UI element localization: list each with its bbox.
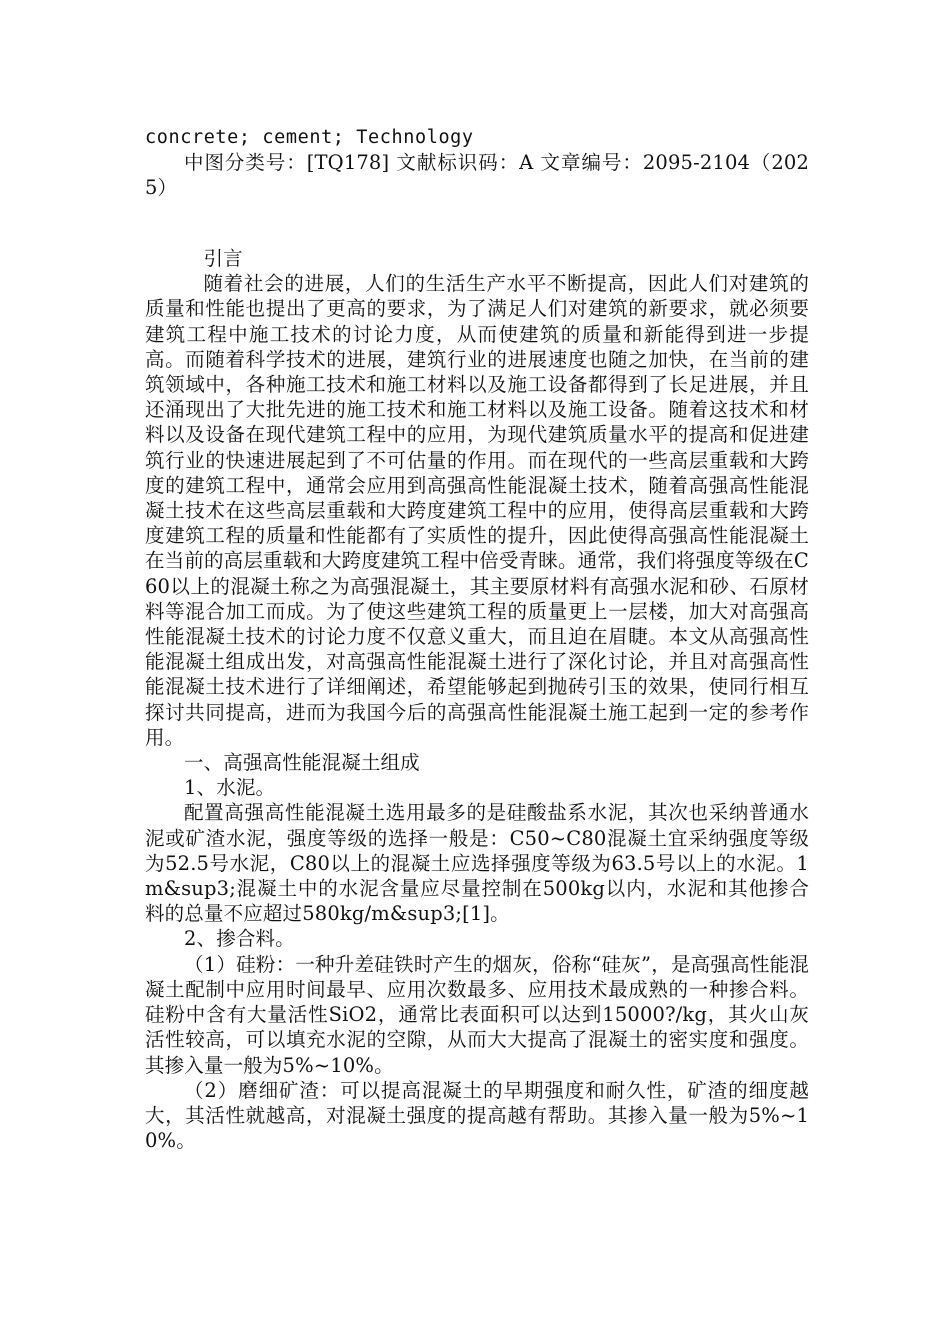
silica-fume-paragraph: （1）硅粉：一种升差硅铁时产生的烟灰，俗称“硅灰”，是高强高性能混凝土配制中应用时间最早、应用次数最多、应用技术最成熟的一种掺合料。硅粉中含有大量活性SiO2，通常比表面积可以达到15000?/kg，其火山灰活性较高，可以填充水泥的空隙，从而大大提高了混凝土的密实度和强度。其掺入量一般为5%~10%。 bbox=[145, 952, 809, 1077]
intro-heading: 引言 bbox=[203, 247, 243, 270]
intro-paragraph: 随着社会的进展，人们的生活生产水平不断提高，因此人们对建筑的质量和性能也提出了更高的要求，为了满足人们对建筑的新要求，就必须要建筑工程中施工技术的讨论力度，从而使建筑的质量和新能得到进一步提高。而随着科学技术的进展，建筑行业的进展速度也随之加快，在当前的建筑领域中，各种施工技术和施工材料以及施工设备都得到了长足进展，并且还涌现出了大批先进的施工技术和施工材料以及施工设备。随着这技术和材料以及设备在现代建筑工程中的应用，为现代建筑质量水平的提高和促进建筑行业的快速进展起到了不可估量的作用。而在现代的一些高层重载和大跨度的建筑工程中，通常会应用到高强高性能混凝土技术，随着高强高性能混凝土技术在这些高层重载和大跨度建筑工程中的应用，使得高层重载和大跨度建筑工程的质量和性能都有了实质性的提升，因此使得高强高性能混凝土在当前的高层重载和大跨度建筑工程中倍受青睐。通常，我们将强度等级在C60以上的混凝土称之为高强混凝土，其主要原材料有高强水泥和砂、石原材料等混合加工而成。为了使这些建筑工程的质量更上一层楼，加大对高强高性能混凝土技术的讨论力度不仅意义重大，而且迫在眉睫。本文从高强高性能混凝土组成出发，对高强高性能混凝土进行了深化讨论，并且对高强高性能混凝土技术进行了详细阐述，希望能够起到抛砖引玉的效果，使同行相互探讨共同提高，进而为我国今后的高强高性能混凝土施工起到一定的参考作用。 bbox=[145, 272, 809, 749]
slag-paragraph: （2）磨细矿渣：可以提高混凝土的早期强度和耐久性，矿渣的细度越大，其活性就越高，对混凝土强度的提高越有帮助。其掺入量一般为5%~10%。 bbox=[145, 1078, 809, 1153]
cement-paragraph: 配置高强高性能混凝土选用最多的是硅酸盐系水泥，其次也采纳普通水泥或矿渣水泥，强度等级的选择一般是：C50~C80混凝土宜采纳强度等级为52.5号水泥，C80以上的混凝土应选择强度等级为63.5号以上的水泥。1m&sup3;混凝土中的水泥含量应尽量控制在500kg以内，水泥和其他掺合料的总量不应超过580kg/m&sup3;[1]。 bbox=[145, 801, 809, 926]
subsection-heading-admixture: 2、掺合料。 bbox=[184, 927, 295, 951]
article-body bbox=[145, 246, 809, 1153]
classification-line: 中图分类号：[TQ178] 文献标识码：A 文章编号：2095-2104（2025） bbox=[145, 151, 809, 200]
section-heading: 一、高强高性能混凝土组成 bbox=[184, 751, 420, 775]
english-keywords: concrete; cement; Technology bbox=[145, 127, 474, 148]
subsection-heading-cement: 1、水泥。 bbox=[184, 776, 276, 800]
